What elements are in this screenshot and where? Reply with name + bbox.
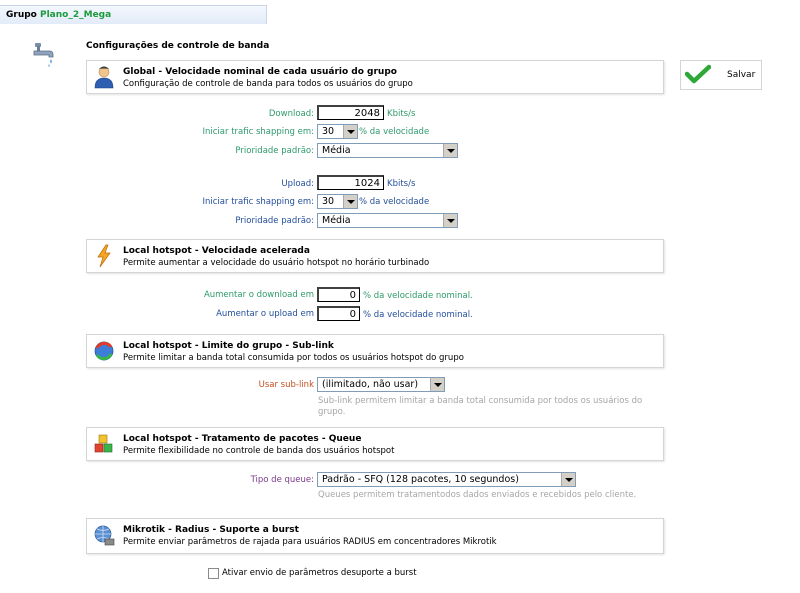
refresh-globe-icon (93, 339, 115, 363)
network-globe-icon (93, 523, 115, 547)
upload-shaping-value: 30 (322, 196, 335, 207)
chevron-down-icon (343, 125, 357, 138)
section-mikrotik-subtitle: Permite enviar parâmetros de rajada para usuários RADIUS em concentradores Mikrotik (123, 537, 497, 547)
section-mikrotik-title: Mikrotik - Radius - Suporte a burst (123, 525, 299, 535)
download-shaping-unit: % da velocidade (359, 127, 430, 137)
upload-shaping-unit: % da velocidade (359, 197, 430, 207)
chevron-down-icon (430, 378, 444, 391)
sublink-hint-line1: Sub-link permitem limitar a banda total consumida por todos os usuários do (318, 396, 643, 406)
accel-upload-unit: % da velocidade nominal. (363, 310, 473, 320)
chevron-down-icon (561, 473, 575, 486)
section-queue-header (86, 427, 664, 461)
save-button[interactable] (680, 60, 762, 90)
download-priority-value: Média (322, 145, 351, 156)
queue-label: Tipo de queue: (250, 475, 314, 485)
upload-input[interactable]: 1024 (317, 175, 384, 190)
upload-unit: Kbits/s (387, 179, 416, 189)
download-priority-label: Prioridade padrão: (235, 146, 314, 156)
chevron-down-icon (443, 214, 457, 227)
download-shaping-select[interactable] (317, 124, 358, 139)
packages-cubes-icon (93, 432, 115, 456)
checkmark-icon (685, 64, 711, 84)
bandwidth-faucet-icon (32, 40, 56, 68)
section-queue-subtitle: Permite flexibilidade no controle de banda dos usuários hotspot (123, 446, 395, 456)
sublink-hint-line2: grupo. (318, 407, 346, 417)
accel-upload-label: Aumentar o upload em (216, 309, 314, 319)
lightning-icon (93, 244, 115, 268)
upload-label: Upload: (281, 179, 314, 189)
section-global-title: Global - Velocidade nominal de cada usuário do grupo (123, 67, 397, 77)
download-shaping-value: 30 (322, 126, 335, 137)
save-label: Salvar (727, 70, 756, 80)
chevron-down-icon (443, 144, 457, 157)
section-accel-title: Local hotspot - Velocidade acelerada (123, 246, 310, 256)
sublink-value: (ilimitado, não usar) (322, 379, 419, 390)
upload-priority-value: Média (322, 215, 351, 226)
section-global-subtitle: Configuração de controle de banda para todos os usuários do grupo (123, 79, 413, 89)
download-shaping-label: Iniciar trafic shapping em: (202, 127, 314, 137)
upload-shaping-select[interactable] (317, 194, 358, 209)
queue-hint: Queues permitem tratamentodos dados enviados e recebidos pelo cliente. (318, 490, 637, 500)
section-queue-title: Local hotspot - Tratamento de pacotes - Queue (123, 434, 362, 444)
accel-download-label: Aumentar o download em (203, 290, 314, 300)
section-sublink-title: Local hotspot - Limite do grupo - Sub-link (123, 341, 334, 351)
burst-checkbox[interactable] (208, 568, 219, 579)
sublink-label: Usar sub-link (258, 380, 314, 390)
user-icon (93, 65, 115, 89)
accel-upload-input[interactable]: 0 (317, 306, 360, 321)
chevron-down-icon (343, 195, 357, 208)
section-accel-header (86, 239, 664, 273)
download-input[interactable]: 2048 (317, 105, 384, 120)
group-plan-name: Plano_2_Mega (40, 10, 112, 20)
group-tab-label (6, 10, 111, 20)
sublink-select[interactable] (317, 377, 445, 392)
upload-priority-label: Prioridade padrão: (235, 216, 314, 226)
accel-download-unit: % da velocidade nominal. (363, 291, 473, 301)
section-sublink-subtitle: Permite limitar a banda total consumida por todos os usuários hotspot do grupo (123, 353, 464, 363)
download-label: Download: (268, 109, 314, 119)
page-title: Configurações de controle de banda (86, 41, 270, 51)
download-unit: Kbits/s (387, 109, 416, 119)
section-global-header (86, 60, 664, 94)
section-accel-subtitle: Permite aumentar a velocidade do usuário hotspot no horário turbinado (123, 258, 430, 268)
download-priority-select[interactable] (317, 143, 458, 158)
upload-shaping-label: Iniciar trafic shapping em: (202, 197, 314, 207)
burst-checkbox-label: Ativar envio de parâmetros desuporte a burst (222, 568, 417, 578)
upload-priority-select[interactable] (317, 213, 458, 228)
queue-select[interactable] (317, 472, 576, 487)
queue-value: Padrão - SFQ (128 pacotes, 10 segundos) (322, 474, 519, 485)
section-mikrotik-header (86, 518, 664, 554)
section-sublink-header (86, 334, 664, 368)
sublink-hint (318, 396, 678, 418)
group-prefix: Grupo (6, 10, 37, 20)
accel-download-input[interactable]: 0 (317, 287, 360, 302)
group-tab[interactable] (0, 5, 267, 24)
